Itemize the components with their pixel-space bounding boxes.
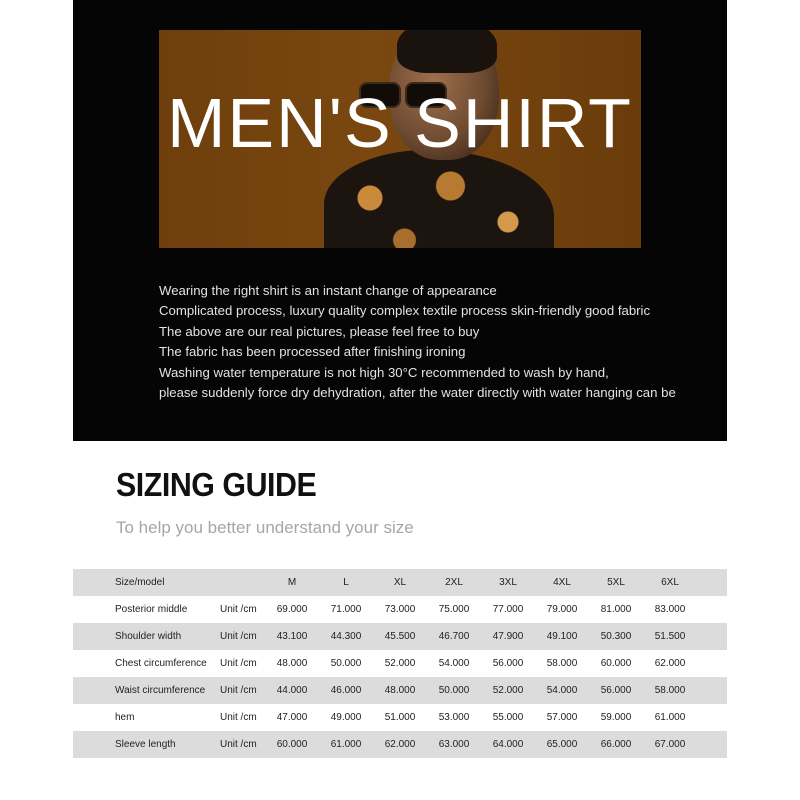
table-cell: 46.700 <box>438 631 470 642</box>
hero-line: The fabric has been processed after finishing ironing <box>159 344 466 360</box>
hero-description <box>159 281 719 403</box>
row-unit: Unit /cm <box>220 712 257 723</box>
table-header-row <box>73 569 727 596</box>
table-cell: 77.000 <box>492 604 524 615</box>
hero-line: The above are our real pictures, please feel free to buy <box>159 323 480 339</box>
table-cell: 44.300 <box>330 631 362 642</box>
hero-line: Wearing the right shirt is an instant change of appearance <box>159 283 497 298</box>
table-cell: 47.000 <box>276 712 308 723</box>
table-cell: 60.000 <box>276 739 308 750</box>
header-label: Size/model <box>115 577 165 588</box>
table-cell: 69.000 <box>276 604 308 615</box>
table-row <box>73 731 727 758</box>
table-cell: 60.000 <box>600 658 632 669</box>
table-cell: 66.000 <box>600 739 632 750</box>
hero-line: please suddenly force dry dehydration, after the water directly with water hanging can be <box>159 385 676 401</box>
row-label: Chest circumference <box>115 658 207 669</box>
table-cell: 55.000 <box>492 712 524 723</box>
row-unit: Unit /cm <box>220 739 257 750</box>
table-cell: 67.000 <box>654 739 686 750</box>
hero-line: Complicated process, luxury quality complex textile process skin-friendly good fabric <box>159 303 651 319</box>
row-unit: Unit /cm <box>220 658 257 669</box>
table-cell: 73.000 <box>384 604 416 615</box>
table-cell: 46.000 <box>330 685 362 696</box>
table-cell: 83.000 <box>654 604 686 615</box>
table-cell: 54.000 <box>546 685 578 696</box>
sizing-guide-subtitle: To help you better understand your size <box>116 518 414 537</box>
table-cell: 52.000 <box>384 658 416 669</box>
table-cell: 62.000 <box>384 739 416 750</box>
hero-title: MEN'S SHIRT <box>167 84 633 162</box>
table-cell: 62.000 <box>654 658 686 669</box>
table-row <box>73 596 727 623</box>
table-cell: 58.000 <box>654 685 686 696</box>
table-cell: 59.000 <box>600 712 632 723</box>
table-cell: 51.500 <box>654 631 686 642</box>
table-cell: 61.000 <box>654 712 686 723</box>
table-cell: 53.000 <box>438 712 470 723</box>
table-cell: 43.100 <box>276 631 308 642</box>
table-row <box>73 704 727 731</box>
row-unit: Unit /cm <box>220 685 257 696</box>
row-label: Sleeve length <box>115 739 176 750</box>
table-cell: 79.000 <box>546 604 578 615</box>
table-cell: 57.000 <box>546 712 578 723</box>
table-cell: 56.000 <box>600 685 632 696</box>
table-row <box>73 623 727 650</box>
table-cell: 54.000 <box>438 658 470 669</box>
table-cell: 61.000 <box>330 739 362 750</box>
size-header: M <box>287 577 297 588</box>
row-label: hem <box>115 712 135 723</box>
size-header: XL <box>393 577 407 588</box>
table-cell: 64.000 <box>492 739 524 750</box>
row-unit: Unit /cm <box>220 631 257 642</box>
size-header: 2XL <box>445 577 463 588</box>
table-cell: 63.000 <box>438 739 470 750</box>
table-row <box>73 677 727 704</box>
table-cell: 58.000 <box>546 658 578 669</box>
size-header: 4XL <box>553 577 571 588</box>
row-label: Shoulder width <box>115 631 182 642</box>
table-cell: 49.100 <box>546 631 578 642</box>
table-cell: 45.500 <box>384 631 416 642</box>
table-cell: 50.000 <box>330 658 362 669</box>
row-label: Posterior middle <box>115 604 188 615</box>
size-header: 3XL <box>499 577 517 588</box>
hero-section <box>73 0 727 441</box>
table-cell: 71.000 <box>330 604 362 615</box>
table-cell: 81.000 <box>600 604 632 615</box>
table-cell: 75.000 <box>438 604 470 615</box>
size-header: 6XL <box>661 577 679 588</box>
table-cell: 65.000 <box>546 739 578 750</box>
row-unit: Unit /cm <box>220 604 257 615</box>
table-cell: 50.000 <box>438 685 470 696</box>
size-header: 5XL <box>607 577 625 588</box>
sizing-guide-title: SIZING GUIDE <box>116 466 317 503</box>
model-shirt-figure <box>324 150 554 248</box>
table-cell: 47.900 <box>492 631 524 642</box>
model-hair-figure <box>397 30 497 73</box>
size-header: L <box>343 577 349 588</box>
table-cell: 48.000 <box>276 658 308 669</box>
table-row <box>73 650 727 677</box>
table-cell: 50.300 <box>600 631 632 642</box>
row-label: Waist circumference <box>115 685 206 696</box>
table-cell: 51.000 <box>384 712 416 723</box>
table-cell: 56.000 <box>492 658 524 669</box>
table-cell: 49.000 <box>330 712 362 723</box>
table-cell: 44.000 <box>276 685 308 696</box>
size-table <box>73 569 727 758</box>
hero-line: Washing water temperature is not high 30°C recommended to wash by hand, <box>159 364 609 380</box>
table-cell: 48.000 <box>384 685 416 696</box>
table-cell: 52.000 <box>492 685 524 696</box>
